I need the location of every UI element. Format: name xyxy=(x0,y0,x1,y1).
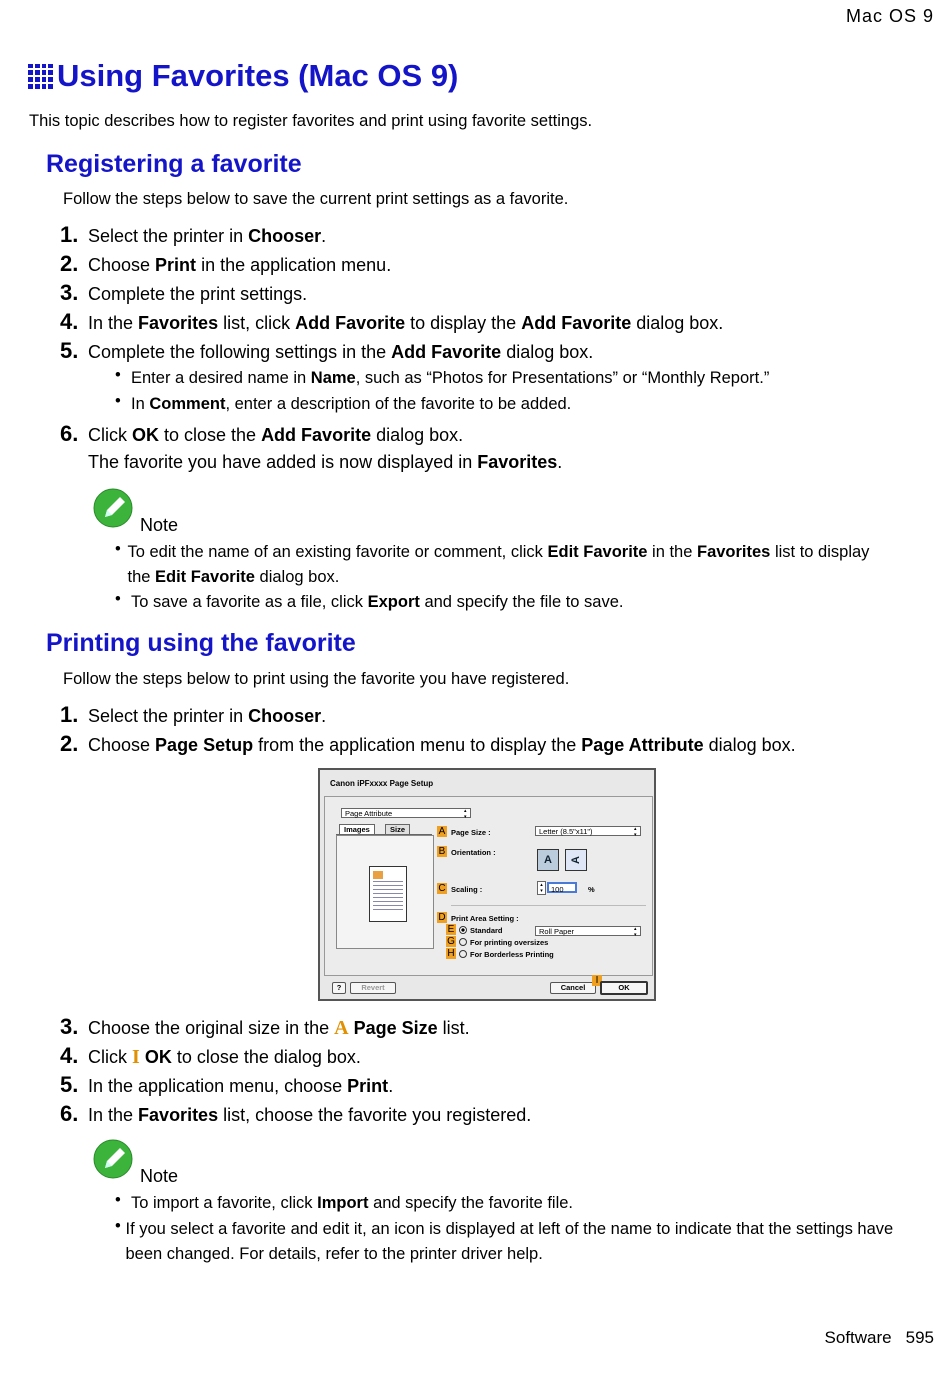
dialog-panel xyxy=(324,796,653,976)
callout-d: D xyxy=(438,912,446,923)
callout-c: C xyxy=(438,883,446,894)
page-preview-sheet xyxy=(369,866,407,922)
landscape-orientation-button[interactable]: A xyxy=(565,849,587,871)
step-item: 2. Choose Print in the application menu. xyxy=(60,251,392,276)
section-heading-printing: Printing using the favorite xyxy=(46,629,356,657)
step-item: 1. Select the printer in Chooser. xyxy=(60,702,327,727)
bullet-item: • In Comment, enter a description of the favorite to be added. xyxy=(115,392,572,413)
step-item: 1. Select the printer in Chooser. xyxy=(60,222,327,247)
paper-select[interactable]: Roll Paper ▴▾ xyxy=(535,926,641,936)
scaling-unit: % xyxy=(588,885,595,894)
callout-i: I xyxy=(592,975,602,986)
option-oversizes[interactable]: For printing oversizes xyxy=(459,938,548,947)
note-bullet: • To edit the name of an existing favorite or comment, click Edit Favorite in the Favorites list to display the Edit Favorite dialog box. xyxy=(115,540,870,586)
step-item: 5. In the application menu, choose Print. xyxy=(60,1072,394,1097)
callout-h: H xyxy=(447,948,455,959)
print-area-label: Print Area Setting : xyxy=(451,914,519,923)
scaling-label: Scaling : xyxy=(451,885,483,894)
callout-i-marker: I xyxy=(132,1046,140,1068)
topic-grid-icon xyxy=(28,64,53,89)
intro-text: This topic describes how to register favorites and print using favorite settings. xyxy=(29,112,593,130)
page-setup-dialog-screenshot xyxy=(318,768,656,1001)
help-button[interactable]: ? xyxy=(332,982,346,994)
step-item: 4. Click I OK to close the dialog box. xyxy=(60,1043,361,1068)
section-lead: Follow the steps below to save the current print settings as a favorite. xyxy=(63,190,569,208)
ok-button[interactable]: OK xyxy=(600,981,648,995)
tab-images[interactable]: Images xyxy=(339,824,375,835)
dialog-title: Canon iPFxxxx Page Setup xyxy=(330,779,434,788)
page-size-select[interactable]: Letter (8.5"x11") ▴▾ xyxy=(535,826,641,836)
step-item: 5. Complete the following settings in the Add Favorite dialog box. xyxy=(60,338,594,363)
callout-g: G xyxy=(447,936,455,947)
step-item: 3. Complete the print settings. xyxy=(60,280,308,305)
callout-a: A xyxy=(438,826,446,837)
section-heading-registering: Registering a favorite xyxy=(46,150,302,178)
step-item: 2. Choose Page Setup from the application menu to display the Page Attribute dialog box. xyxy=(60,731,796,756)
note-label: Note xyxy=(140,1166,179,1186)
option-borderless[interactable]: For Borderless Printing xyxy=(459,950,554,959)
bullet-item: • Enter a desired name in Name, such as “Photos for Presentations” or “Monthly Report.” xyxy=(115,366,770,387)
page-size-label: Page Size : xyxy=(451,828,491,837)
cancel-button[interactable]: Cancel xyxy=(550,982,596,994)
step-item: 4. In the Favorites list, click Add Favorite to display the Add Favorite dialog box. xyxy=(60,309,724,334)
footer-label: Software xyxy=(824,1328,892,1347)
portrait-orientation-button[interactable]: A xyxy=(537,849,559,871)
step-item: 6. Click OK to close the Add Favorite dialog box. xyxy=(60,421,464,446)
callout-b: B xyxy=(438,846,446,857)
page-number: 595 xyxy=(905,1328,934,1347)
note-pencil-icon xyxy=(93,1139,133,1179)
revert-button[interactable]: Revert xyxy=(350,982,396,994)
note-bullet: • To save a favorite as a file, click Export and specify the file to save. xyxy=(115,590,624,611)
orientation-label: Orientation : xyxy=(451,848,496,857)
note-bullet: • To import a favorite, click Import and specify the favorite file. xyxy=(115,1191,574,1212)
page-footer xyxy=(825,1328,934,1348)
step-item: 6. In the Favorites list, choose the favorite you registered. xyxy=(60,1101,532,1126)
note-bullet: • If you select a favorite and edit it, an icon is displayed at left of the name to indicate that the settings have been changed. For details, refer to the printer driver help. xyxy=(115,1217,894,1263)
section-lead: Follow the steps below to print using the favorite you have registered. xyxy=(63,670,570,688)
scaling-input[interactable]: 100 xyxy=(547,882,577,893)
option-standard[interactable]: Standard xyxy=(459,926,503,935)
tab-size[interactable]: Size xyxy=(385,824,410,835)
running-header: Mac OS 9 xyxy=(845,6,934,26)
page-title-text: Using Favorites (Mac OS 9) xyxy=(57,58,459,93)
callout-e: E xyxy=(447,924,455,935)
scaling-stepper[interactable]: ▴ ▾ xyxy=(537,881,546,895)
step-result: The favorite you have added is now displayed in Favorites. xyxy=(88,452,563,472)
note-pencil-icon xyxy=(93,488,133,528)
callout-a-marker: A xyxy=(334,1017,349,1039)
note-label: Note xyxy=(140,515,179,535)
step-item: 3. Choose the original size in the A Page Size list. xyxy=(60,1014,470,1039)
page-preview xyxy=(336,835,434,949)
page-title xyxy=(28,58,458,94)
page-attribute-menu[interactable]: Page Attribute ▴▾ xyxy=(341,808,471,818)
